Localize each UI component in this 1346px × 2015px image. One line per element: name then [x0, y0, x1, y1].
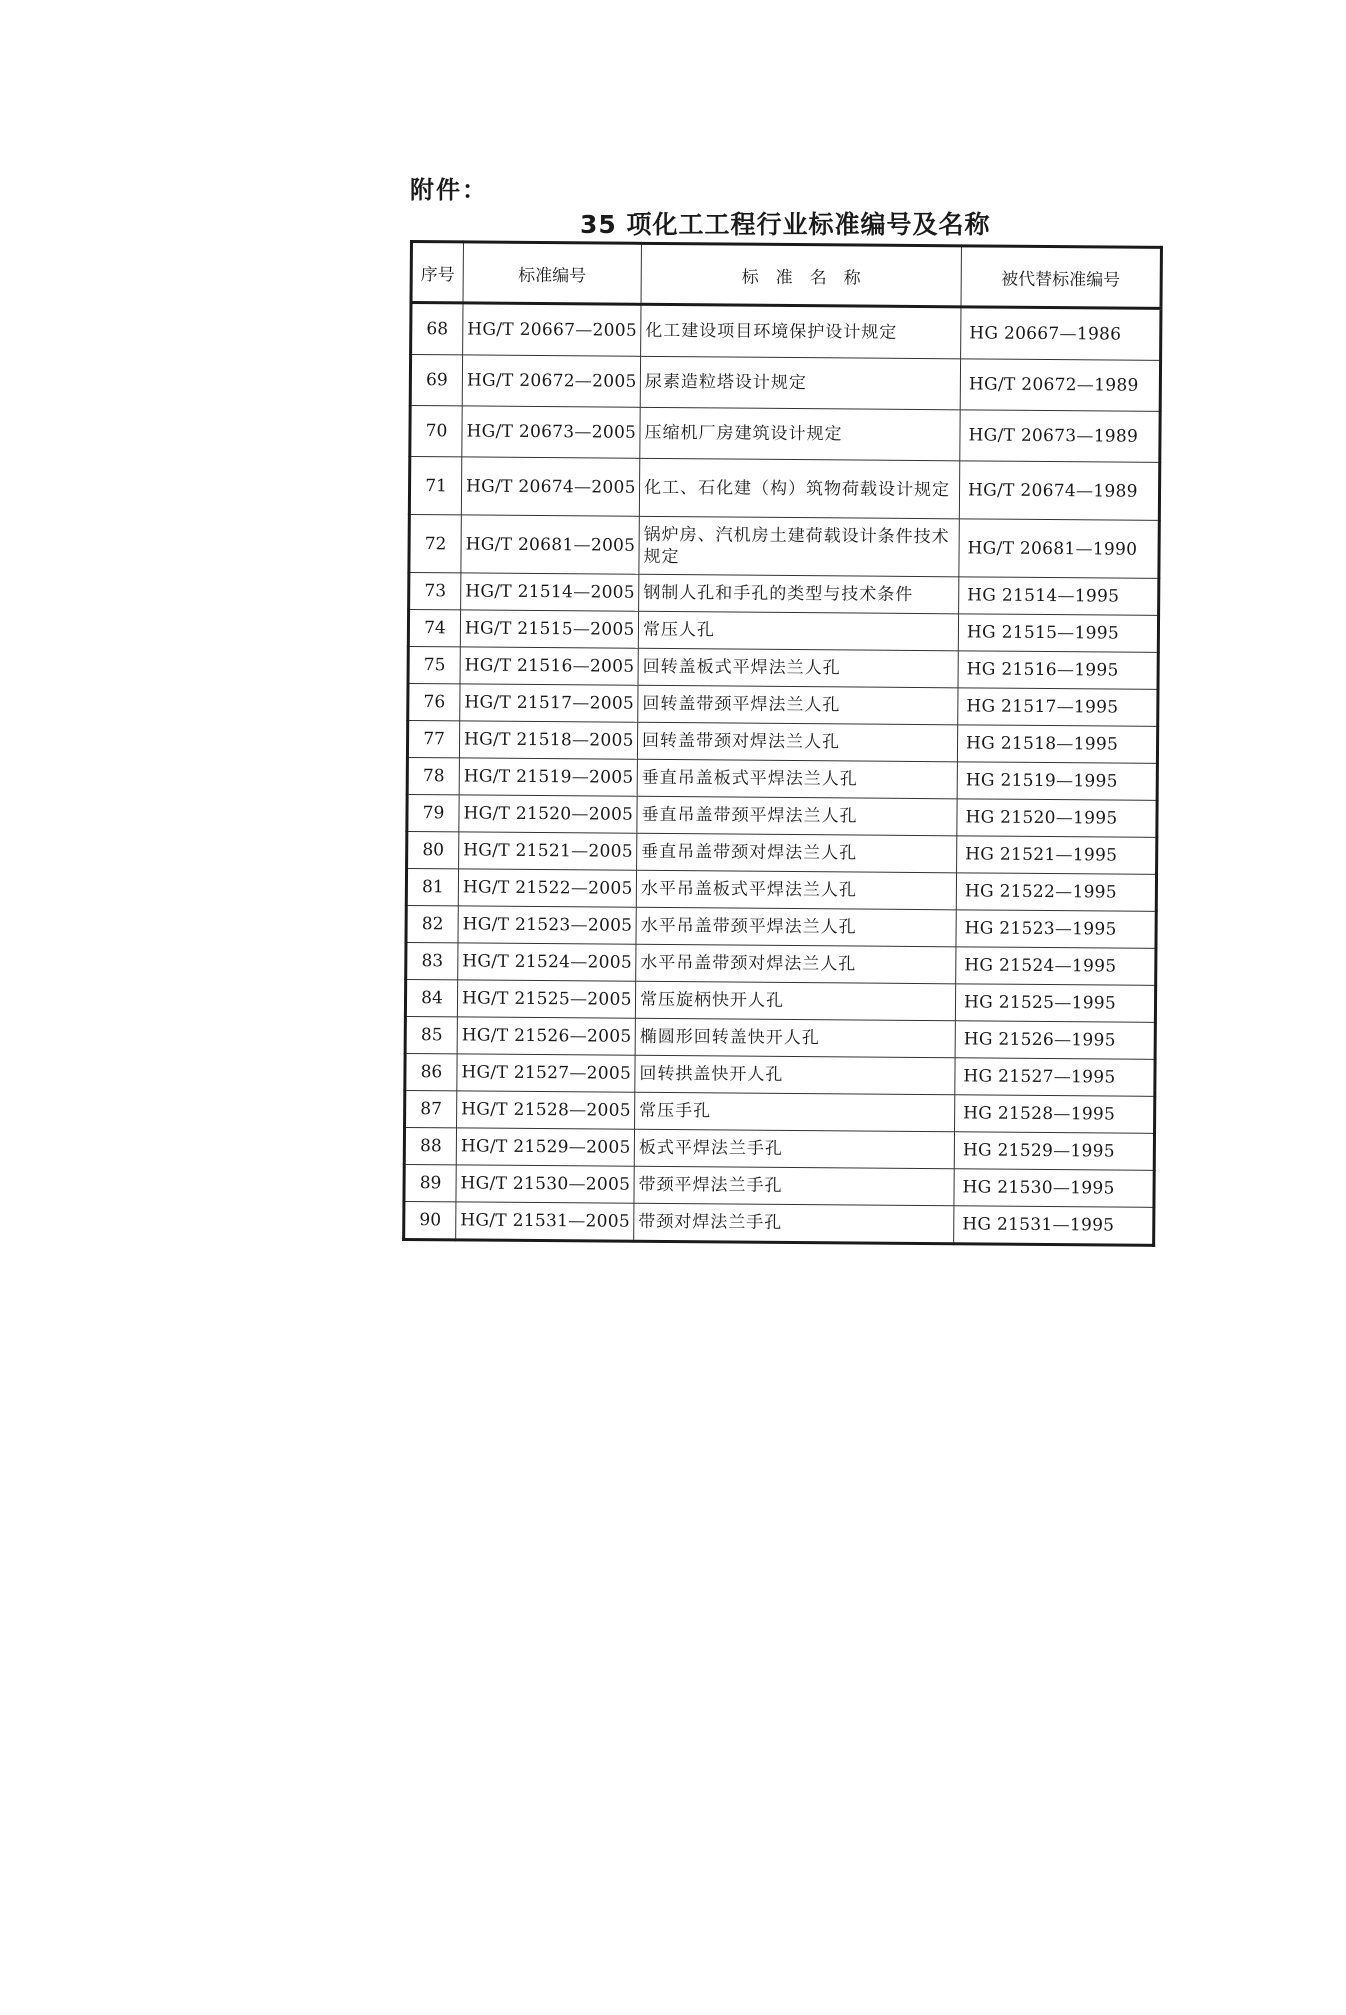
cell-name: 带颈平焊法兰手孔 — [634, 1166, 954, 1206]
cell-name: 板式平焊法兰手孔 — [634, 1129, 954, 1169]
cell-replaced: HG/T 20672—1989 — [960, 359, 1160, 412]
cell-replaced: HG 21519—1995 — [957, 762, 1157, 801]
cell-replaced: HG 21526—1995 — [955, 1021, 1155, 1060]
cell-seq: 84 — [405, 979, 457, 1016]
cell-name: 带颈对焊法兰手孔 — [634, 1203, 954, 1244]
cell-code: HG/T 21531—2005 — [456, 1202, 634, 1241]
cell-seq: 86 — [405, 1053, 457, 1090]
cell-code: HG/T 21516—2005 — [460, 647, 638, 685]
cell-name: 椭圆形回转盖快开人孔 — [635, 1018, 955, 1058]
cell-code: HG/T 21524—2005 — [458, 943, 636, 981]
table-row — [407, 794, 1157, 837]
document-title: 35 项化工工程行业标准编号及名称 — [580, 210, 991, 239]
cell-code: HG/T 20674—2005 — [461, 457, 639, 516]
header-replaced: 被代替标准编号 — [961, 246, 1161, 309]
table-row — [405, 979, 1155, 1022]
table-row — [410, 355, 1160, 412]
cell-name: 压缩机厂房建筑设计规定 — [640, 407, 960, 461]
cell-name: 尿素造粒塔设计规定 — [640, 356, 960, 410]
table-row — [408, 683, 1158, 726]
cell-replaced: HG 21517—1995 — [958, 688, 1158, 727]
cell-code: HG/T 20681—2005 — [461, 515, 639, 574]
cell-replaced: HG/T 20681—1990 — [959, 519, 1159, 579]
table-header-row — [411, 242, 1161, 309]
cell-replaced: HG 21523—1995 — [956, 910, 1156, 949]
cell-code: HG/T 21520—2005 — [459, 795, 637, 833]
table-row — [405, 1090, 1155, 1133]
cell-seq: 83 — [406, 942, 458, 979]
cell-code: HG/T 21525—2005 — [457, 980, 635, 1018]
cell-name: 垂直吊盖带颈对焊法兰人孔 — [637, 833, 957, 873]
cell-seq: 72 — [409, 515, 461, 573]
cell-seq: 70 — [410, 406, 462, 457]
cell-replaced: HG 21515—1995 — [958, 614, 1158, 653]
cell-name: 水平吊盖板式平焊法兰人孔 — [636, 870, 956, 910]
cell-code: HG/T 21514—2005 — [461, 573, 639, 611]
cell-name: 回转盖带颈对焊法兰人孔 — [637, 722, 957, 762]
table-row — [404, 1164, 1154, 1207]
cell-replaced: HG/T 20673—1989 — [960, 410, 1160, 463]
cell-seq: 90 — [404, 1201, 456, 1239]
cell-replaced: HG 21527—1995 — [955, 1058, 1155, 1097]
cell-seq: 74 — [408, 610, 460, 647]
cell-code: HG/T 21527—2005 — [457, 1054, 635, 1092]
cell-seq: 88 — [404, 1127, 456, 1164]
cell-code: HG/T 21529—2005 — [456, 1128, 634, 1166]
table-row — [409, 515, 1159, 579]
header-name: 标 准 名 称 — [641, 243, 961, 307]
table-row — [407, 720, 1157, 763]
cell-name: 常压人孔 — [638, 611, 958, 651]
table-row — [409, 457, 1159, 521]
cell-name: 钢制人孔和手孔的类型与技术条件 — [639, 574, 959, 614]
attachment-label: 附件： — [410, 176, 488, 204]
table-row — [407, 831, 1157, 874]
cell-replaced: HG 21516—1995 — [958, 651, 1158, 690]
cell-name: 水平吊盖带颈平焊法兰人孔 — [636, 907, 956, 947]
table-row — [404, 1127, 1154, 1170]
cell-name: 回转盖板式平焊法兰人孔 — [638, 648, 958, 688]
table-row — [404, 1201, 1154, 1245]
cell-seq: 79 — [407, 794, 459, 831]
cell-seq: 73 — [409, 573, 461, 610]
table-row — [408, 646, 1158, 689]
table-body — [404, 303, 1161, 1246]
cell-seq: 71 — [409, 457, 461, 515]
cell-code: HG/T 21521—2005 — [459, 832, 637, 870]
cell-name: 化工建设项目环境保护设计规定 — [641, 304, 961, 359]
cell-replaced: HG 21528—1995 — [955, 1095, 1155, 1134]
cell-replaced: HG 20667—1986 — [961, 307, 1161, 361]
table-row — [410, 406, 1160, 463]
cell-seq: 78 — [407, 757, 459, 794]
cell-code: HG/T 20673—2005 — [462, 406, 640, 458]
cell-replaced: HG/T 20674—1989 — [959, 461, 1159, 521]
header-code: 标准编号 — [463, 242, 641, 304]
cell-replaced: HG 21514—1995 — [959, 577, 1159, 616]
cell-code: HG/T 21528—2005 — [457, 1091, 635, 1129]
header-seq: 序号 — [411, 242, 463, 303]
cell-seq: 81 — [406, 868, 458, 905]
cell-code: HG/T 20667—2005 — [463, 303, 641, 356]
cell-code: HG/T 21522—2005 — [458, 869, 636, 907]
cell-replaced: HG 21529—1995 — [954, 1132, 1154, 1171]
cell-code: HG/T 21530—2005 — [456, 1165, 634, 1203]
cell-name: 常压旋柄快开人孔 — [635, 981, 955, 1021]
cell-seq: 87 — [405, 1090, 457, 1127]
standards-table — [402, 240, 1163, 1247]
cell-replaced: HG 21525—1995 — [955, 984, 1155, 1023]
cell-code: HG/T 21526—2005 — [457, 1017, 635, 1055]
cell-seq: 69 — [410, 355, 462, 406]
table-row — [406, 905, 1156, 948]
cell-code: HG/T 21518—2005 — [459, 721, 637, 759]
cell-code: HG/T 21515—2005 — [460, 610, 638, 648]
table-row — [406, 942, 1156, 985]
standards-table-container — [402, 240, 1163, 1247]
cell-replaced: HG 21518—1995 — [957, 725, 1157, 764]
cell-seq: 76 — [408, 683, 460, 720]
cell-name: 水平吊盖带颈对焊法兰人孔 — [636, 944, 956, 984]
cell-code: HG/T 21517—2005 — [460, 684, 638, 722]
cell-code: HG/T 20672—2005 — [462, 355, 640, 407]
cell-seq: 77 — [407, 720, 459, 757]
cell-seq: 68 — [411, 303, 463, 355]
cell-name: 回转拱盖快开人孔 — [635, 1055, 955, 1095]
cell-replaced: HG 21520—1995 — [957, 799, 1157, 838]
cell-replaced: HG 21521—1995 — [957, 836, 1157, 875]
cell-name: 垂直吊盖板式平焊法兰人孔 — [637, 759, 957, 799]
table-row — [405, 1053, 1155, 1096]
cell-name: 化工、石化建（构）筑物荷载设计规定 — [639, 458, 959, 519]
cell-replaced: HG 21524—1995 — [956, 947, 1156, 986]
cell-seq: 82 — [406, 905, 458, 942]
cell-seq: 85 — [405, 1016, 457, 1053]
table-row — [406, 868, 1156, 911]
table-row — [408, 610, 1158, 653]
cell-seq: 89 — [404, 1164, 456, 1201]
cell-code: HG/T 21523—2005 — [458, 906, 636, 944]
cell-seq: 80 — [407, 831, 459, 868]
cell-name: 回转盖带颈平焊法兰人孔 — [638, 685, 958, 725]
table-row — [405, 1016, 1155, 1059]
table-row — [411, 303, 1161, 361]
cell-replaced: HG 21531—1995 — [954, 1206, 1154, 1246]
cell-seq: 75 — [408, 646, 460, 683]
table-row — [407, 757, 1157, 800]
cell-name: 垂直吊盖带颈平焊法兰人孔 — [637, 796, 957, 836]
cell-replaced: HG 21522—1995 — [956, 873, 1156, 912]
table-row — [409, 573, 1159, 616]
cell-name: 常压手孔 — [635, 1092, 955, 1132]
cell-replaced: HG 21530—1995 — [954, 1169, 1154, 1208]
cell-code: HG/T 21519—2005 — [459, 758, 637, 796]
cell-name: 锅炉房、汽机房土建荷载设计条件技术规定 — [639, 516, 959, 577]
